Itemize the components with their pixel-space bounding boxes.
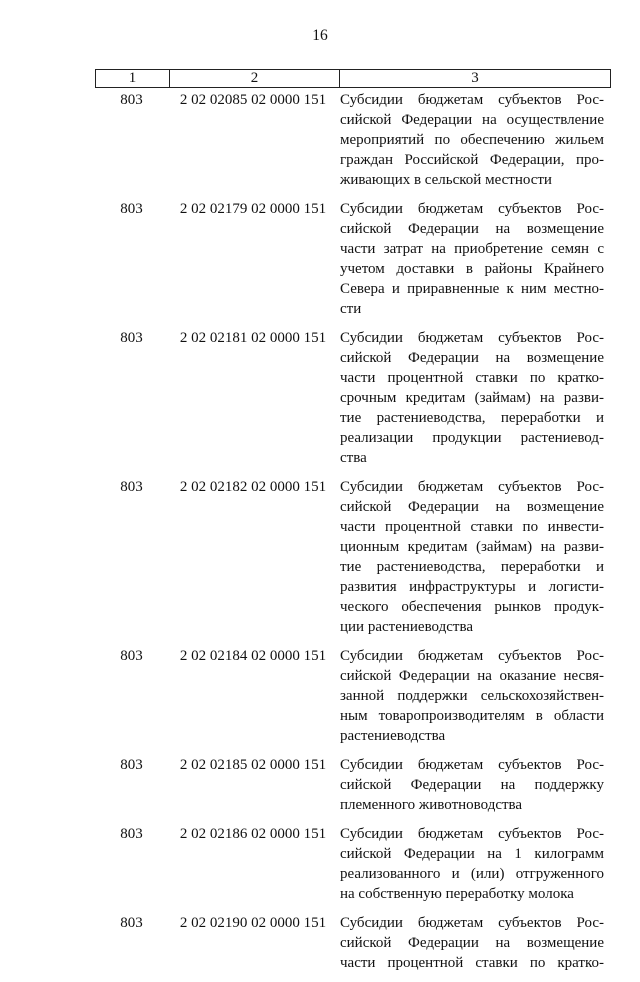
table-row: [95, 477, 615, 637]
description-line: ства: [340, 450, 367, 466]
description-line: живающих в сельской местности: [340, 172, 552, 188]
table-row: [95, 913, 615, 973]
description-cell: [340, 90, 604, 190]
table-body: [95, 90, 615, 982]
table-row: [95, 328, 615, 468]
admin-code-cell: 803: [120, 92, 143, 108]
budget-code-cell: 2 02 02186 02 0000 151: [179, 826, 327, 842]
description-line: Субсидии бюджетам субъектов Рос-: [340, 826, 604, 842]
header-col-2: 2: [169, 70, 339, 87]
description-line: части процентной ставки по кратко-: [340, 370, 604, 386]
table-row: [95, 199, 615, 319]
description-line: Субсидии бюджетам субъектов Рос-: [340, 330, 604, 346]
header-col-3: 3: [339, 70, 610, 87]
description-line: граждан Российской Федерации, про-: [340, 152, 604, 168]
description-line: тие растениеводства, переработки и: [340, 410, 604, 426]
admin-code-cell: 803: [120, 757, 143, 773]
description-line: племенного животноводства: [340, 797, 523, 813]
description-line: тие растениеводства, переработки и: [340, 559, 604, 575]
table-header: [95, 69, 611, 88]
description-line: Субсидии бюджетам субъектов Рос-: [340, 92, 604, 108]
admin-code-cell: 803: [120, 330, 143, 346]
description-line: развития инфраструктуры и логисти-: [340, 579, 604, 595]
description-cell: [340, 199, 604, 319]
page-number: 16: [312, 27, 328, 44]
description-line: части затрат на приобретение семян с: [340, 241, 604, 257]
description-line: сийской Федерации на оказание несвя-: [340, 668, 604, 684]
admin-code-cell: 803: [120, 648, 143, 664]
table-row: [95, 90, 615, 190]
description-line: части процентной ставки по кратко-: [340, 955, 604, 971]
description-cell: [340, 824, 604, 904]
budget-code-cell: 2 02 02184 02 0000 151: [179, 648, 327, 664]
admin-code-cell: 803: [120, 826, 143, 842]
description-cell: [340, 477, 604, 637]
description-line: на собственную переработку молока: [340, 886, 574, 902]
description-line: ции растениеводства: [340, 619, 474, 635]
description-line: сийской Федерации на возмещение: [340, 221, 604, 237]
budget-code-cell: 2 02 02179 02 0000 151: [179, 201, 327, 217]
budget-code-cell: 2 02 02085 02 0000 151: [179, 92, 327, 108]
admin-code-cell: 803: [120, 915, 143, 931]
table-row: [95, 755, 615, 815]
description-cell: [340, 328, 604, 468]
description-line: Севера и приравненные к ним местно-: [340, 281, 604, 297]
admin-code-cell: 803: [120, 479, 143, 495]
description-line: Субсидии бюджетам субъектов Рос-: [340, 201, 604, 217]
description-cell: [340, 646, 604, 746]
description-line: растениеводства: [340, 728, 446, 744]
table-row: [95, 824, 615, 904]
admin-code-cell: 803: [120, 201, 143, 217]
table-row: [95, 646, 615, 746]
description-line: сийской Федерации на возмещение: [340, 350, 604, 366]
budget-code-cell: 2 02 02185 02 0000 151: [179, 757, 327, 773]
description-line: ционным кредитам (займам) на разви-: [340, 539, 604, 555]
description-line: мероприятий по обеспечению жильем: [340, 132, 604, 148]
description-line: Субсидии бюджетам субъектов Рос-: [340, 915, 604, 931]
description-line: срочным кредитам (займам) на разви-: [340, 390, 604, 406]
description-line: занной поддержки сельскохозяйствен-: [340, 688, 604, 704]
description-line: Субсидии бюджетам субъектов Рос-: [340, 479, 604, 495]
description-line: ным товаропроизводителям в области: [340, 708, 604, 724]
description-line: сийской Федерации на поддержку: [340, 777, 604, 793]
description-line: сийской Федерации на 1 килограмм: [340, 846, 604, 862]
description-line: реализации продукции растениевод-: [340, 430, 604, 446]
description-cell: [340, 755, 604, 815]
description-line: ческого обеспечения рынков продук-: [340, 599, 604, 615]
description-line: части процентной ставки по инвести-: [340, 519, 604, 535]
budget-code-cell: 2 02 02182 02 0000 151: [179, 479, 327, 495]
description-line: учетом доставки в районы Крайнего: [340, 261, 604, 277]
description-line: сийской Федерации на возмещение: [340, 499, 604, 515]
description-line: Субсидии бюджетам субъектов Рос-: [340, 648, 604, 664]
budget-code-cell: 2 02 02181 02 0000 151: [179, 330, 327, 346]
description-line: сийской Федерации на возмещение: [340, 935, 604, 951]
header-col-1: 1: [128, 70, 137, 86]
budget-code-cell: 2 02 02190 02 0000 151: [179, 915, 327, 931]
description-line: реализованного и (или) отгруженного: [340, 866, 604, 882]
description-line: сти: [340, 301, 362, 317]
description-cell: [340, 913, 604, 973]
description-line: Субсидии бюджетам субъектов Рос-: [340, 757, 604, 773]
description-line: сийской Федерации на осуществление: [340, 112, 604, 128]
